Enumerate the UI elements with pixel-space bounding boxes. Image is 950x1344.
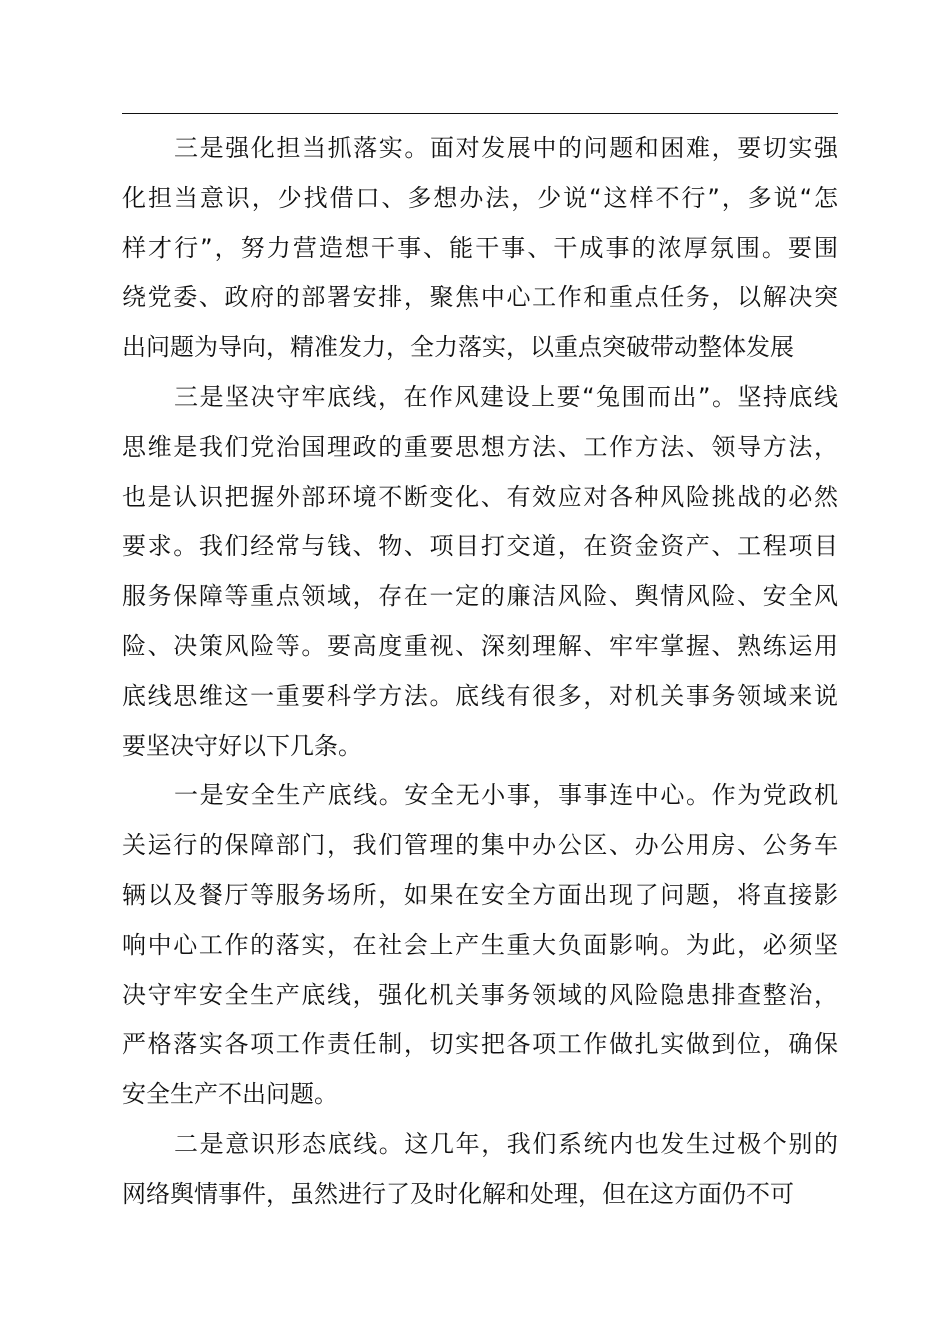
- paragraph: [122, 373, 838, 771]
- paragraph-line: 绕党委、政府的部署安排，聚焦中心工作和重点任务，以解决突: [122, 283, 838, 312]
- paragraph-line: 一是安全生产底线。安全无小事，事事连中心。作为党政机: [174, 781, 838, 810]
- paragraph-line: 响中心工作的落实，在社会上产生重大负面影响。为此，必须坚: [122, 930, 838, 959]
- paragraph: [122, 124, 838, 373]
- paragraph-line: 三是坚决守牢底线，在作风建设上要“兔围而出”。坚持底线: [174, 382, 838, 411]
- paragraph-line: 出问题为导向，精准发力，全力落实，以重点突破带动整体发展: [122, 333, 794, 362]
- paragraph-line: 决守牢安全生产底线，强化机关事务领域的风险隐患排查整治，: [122, 980, 838, 1009]
- paragraph-line: 安全生产不出问题。: [122, 1080, 338, 1109]
- paragraph-line: 关运行的保障部门，我们管理的集中办公区、办公用房、公务车: [122, 831, 838, 860]
- paragraph-line: 辆以及餐厅等服务场所，如果在安全方面出现了问题，将直接影: [122, 880, 838, 909]
- paragraph-line: 化担当意识，少找借口、多想办法，少说“这样不行”，多说“怎: [122, 183, 838, 212]
- paragraph-line: 样才行”，努力营造想干事、能干事、干成事的浓厚氛围。要围: [122, 233, 838, 262]
- paragraph-line: 严格落实各项工作责任制，切实把各项工作做扎实做到位，确保: [122, 1030, 838, 1059]
- paragraph-line: 底线思维这一重要科学方法。底线有很多，对机关事务领域来说: [122, 681, 838, 710]
- paragraph-line: 服务保障等重点领域，存在一定的廉洁风险、舆情风险、安全风: [122, 582, 838, 611]
- paragraph-line: 网络舆情事件，虽然进行了及时化解和处理，但在这方面仍不可: [122, 1179, 794, 1208]
- document-body: [122, 124, 838, 1220]
- paragraph-line: 思维是我们党治国理政的重要思想方法、工作方法、领导方法，: [122, 432, 838, 461]
- paragraph-line: 三是强化担当抓落实。面对发展中的问题和困难，要切实强: [174, 134, 838, 162]
- paragraph-line: 也是认识把握外部环境不断变化、有效应对各种风险挑战的必然: [122, 482, 838, 511]
- paragraph-line: 要坚决守好以下几条。: [122, 731, 362, 760]
- header-rule: [122, 113, 838, 114]
- paragraph-line: 二是意识形态底线。这几年，我们系统内也发生过极个别的: [174, 1129, 838, 1158]
- paragraph-line: 要求。我们经常与钱、物、项目打交道，在资金资产、工程项目: [122, 532, 838, 561]
- paragraph: [122, 1120, 838, 1220]
- paragraph: [122, 771, 838, 1120]
- paragraph-line: 险、决策风险等。要高度重视、深刻理解、牢牢掌握、熟练运用: [122, 631, 838, 660]
